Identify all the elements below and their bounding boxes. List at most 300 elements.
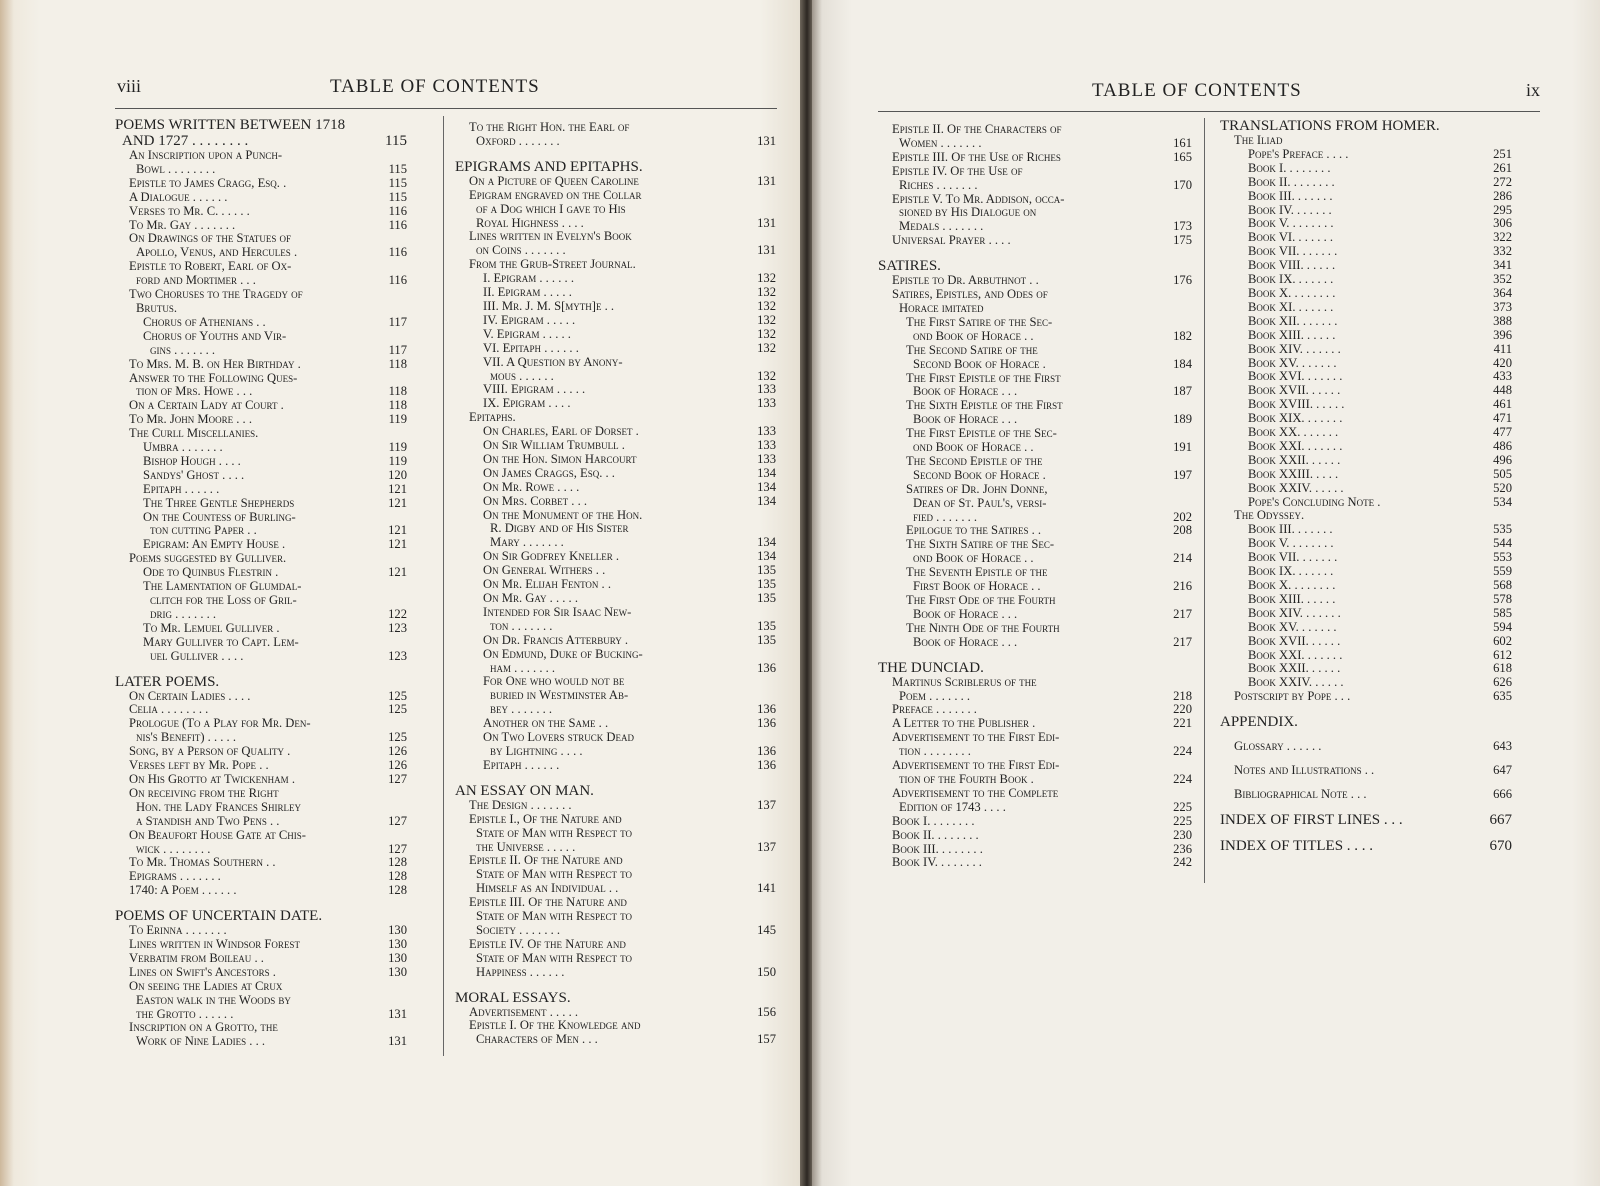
toc-page-number: 133 [757, 424, 776, 439]
toc-page-number: 121 [388, 537, 407, 552]
toc-page-number: 176 [1173, 273, 1192, 288]
toc-page-number: 118 [388, 384, 407, 399]
toc-entry [455, 731, 776, 745]
toc-entry-title: A Dialogue . . . . . . [129, 189, 228, 204]
toc-page-number: 373 [1493, 299, 1512, 314]
toc-page-number: 224 [1173, 744, 1192, 759]
toc-page-number: 471 [1493, 411, 1512, 426]
toc-entry [115, 622, 407, 636]
toc-page-number: 133 [757, 451, 776, 466]
section-gap [115, 664, 407, 674]
toc-entry [455, 383, 776, 397]
toc-entry-title: Epistle I. Of the Knowledge and [469, 1018, 641, 1033]
toc-entry [878, 358, 1192, 372]
toc-entry-title: Bishop Hough . . . . [143, 453, 241, 468]
toc-entry [878, 151, 1192, 165]
toc-entry [115, 413, 407, 427]
toc-page-number: 120 [388, 467, 407, 482]
toc-page-number: 272 [1493, 174, 1512, 189]
toc-entry-title: Epigram: An Empty House . [143, 537, 286, 552]
toc-entry [878, 690, 1192, 704]
toc-page-number: 118 [388, 356, 407, 371]
toc-entry [115, 856, 407, 870]
toc-page-number: 131 [757, 243, 776, 258]
toc-entry [115, 260, 407, 274]
toc-entry-title: Prologue (To a Play for Mr. Den- [129, 716, 311, 731]
toc-entry-title: a Standish and Two Pens . . [136, 813, 280, 828]
toc-page-number: 332 [1493, 244, 1512, 259]
toc-page-number: 202 [1173, 509, 1192, 524]
toc-entry-title: On Sir Godfrey Kneller . [483, 549, 620, 564]
toc-entry [455, 592, 776, 606]
toc-page-number: 123 [388, 620, 407, 635]
toc-entry-title: wick . . . . . . . . [136, 841, 211, 856]
left-running-header: TABLE OF CONTENTS [330, 76, 540, 97]
toc-entry-title: Book VII. . . . . . . [1248, 244, 1338, 259]
toc-page-number: 225 [1173, 799, 1192, 814]
toc-entry [1220, 635, 1512, 649]
toc-entry [115, 829, 407, 843]
toc-entry [455, 411, 776, 425]
toc-entry [878, 399, 1192, 413]
toc-entry [455, 745, 776, 759]
toc-entry-title: Book IX. . . . . . . [1248, 272, 1334, 287]
toc-entry [1220, 482, 1512, 496]
toc-entry-title: The Iliad [1234, 133, 1283, 147]
toc-entry-title: The Three Gentle Shepherds [143, 495, 295, 510]
toc-entry [878, 829, 1192, 843]
toc-entry [878, 302, 1192, 316]
toc-entry-title: On Mr. Rowe . . . . [483, 479, 580, 494]
toc-entry-title: tion of Mrs. Howe . . . [136, 384, 253, 399]
toc-entry-title: Book XIV. . . . . . . [1248, 605, 1341, 620]
toc-entry-title: INDEX OF TITLES . . . . [1220, 837, 1374, 854]
toc-entry-title: Riches . . . . . . . [899, 177, 978, 192]
toc-entry-title: The Curll Miscellanies. [129, 426, 259, 441]
toc-entry-title: Book XV. . . . . . . [1248, 619, 1337, 634]
toc-page-number: 433 [1493, 369, 1512, 384]
right-page-number: ix [1526, 80, 1541, 100]
toc-entry-title: On Charles, Earl of Dorset . [483, 424, 639, 439]
toc-entry [878, 427, 1192, 441]
toc-page-number: 116 [388, 203, 407, 218]
toc-entry [1220, 593, 1512, 607]
toc-entry [115, 483, 407, 497]
toc-entry-title: Book IX. . . . . . . [1248, 564, 1334, 579]
toc-entry-title: Mary . . . . . . . [490, 535, 564, 550]
toc-entry [455, 509, 776, 523]
toc-page-number: 220 [1173, 702, 1192, 717]
toc-entry-title: Book XXIII. . . . . [1248, 466, 1339, 481]
toc-entry-title: Work of Nine Ladies . . . [136, 1034, 266, 1049]
toc-page-number: 184 [1173, 356, 1192, 371]
left-header-rule [115, 108, 777, 109]
toc-entry-title: Advertisement to the Complete [892, 785, 1059, 800]
toc-entry [115, 801, 407, 815]
toc-entry-title: POEMS WRITTEN BETWEEN 1718 [115, 117, 346, 133]
toc-entry [1220, 690, 1512, 704]
toc-entry [878, 843, 1192, 857]
toc-entry [1220, 412, 1512, 426]
right-column-divider [1204, 118, 1205, 883]
toc-page-number: 134 [757, 479, 776, 494]
section-gap [1220, 802, 1512, 812]
toc-page-number: 131 [757, 133, 776, 148]
toc-entry-title: The First Satire of the Sec- [906, 314, 1053, 329]
toc-page-number: 461 [1493, 397, 1512, 412]
toc-entry-title: The Sixth Satire of the Sec- [906, 537, 1055, 552]
toc-entry-title: Epistle I., Of the Nature and [469, 811, 622, 826]
toc-entry-title: On Mr. Elijah Fenton . . [483, 577, 612, 592]
toc-page-number: 225 [1173, 813, 1192, 828]
toc-entry-title: mous . . . . . . [490, 368, 554, 383]
toc-entry [878, 636, 1192, 650]
toc-entry-title: bey . . . . . . . [490, 702, 553, 717]
toc-page-number: 117 [388, 314, 407, 329]
toc-page-number: 121 [388, 523, 407, 538]
toc-entry [455, 258, 776, 272]
toc-entry [115, 469, 407, 483]
toc-page-number: 165 [1173, 149, 1192, 164]
toc-entry-title: tion of the Fourth Book . [899, 771, 1034, 786]
toc-entry [115, 608, 407, 622]
toc-entry [455, 717, 776, 731]
toc-entry-title: Sandys' Ghost . . . . [143, 467, 245, 482]
toc-page-number: 585 [1493, 605, 1512, 620]
toc-entry [1220, 496, 1512, 510]
toc-page-number: 635 [1493, 689, 1512, 704]
toc-page-number: 135 [757, 577, 776, 592]
toc-page-number: 411 [1493, 341, 1512, 356]
toc-page-number: 137 [757, 797, 776, 812]
toc-entry [878, 123, 1192, 137]
toc-section-heading [1220, 118, 1512, 134]
toc-entry [455, 217, 776, 231]
toc-entry [1220, 440, 1512, 454]
toc-entry-title: the Grotto . . . . . . [136, 1006, 234, 1021]
toc-page-number: 121 [388, 565, 407, 580]
toc-entry [878, 455, 1192, 469]
toc-entry-title: Book of Horace . . . [913, 412, 1018, 427]
toc-entry-title: nis's Benefit) . . . . . [136, 730, 236, 745]
toc-entry [455, 564, 776, 578]
toc-section-heading [455, 990, 776, 1006]
toc-page-number: 626 [1493, 675, 1512, 690]
toc-entry [878, 759, 1192, 773]
toc-entry [1220, 523, 1512, 537]
toc-page-number: 286 [1493, 188, 1512, 203]
toc-entry [115, 427, 407, 441]
section-gap [878, 650, 1192, 660]
toc-entry-title: Lines written in Evelyn's Book [469, 229, 632, 244]
toc-page-number: 132 [757, 312, 776, 327]
toc-entry-title: The Lamentation of Glumdal- [143, 579, 302, 594]
toc-entry [115, 191, 407, 205]
toc-entry [455, 397, 776, 411]
toc-entry-title: On Mrs. Corbet . . . [483, 493, 588, 508]
toc-entry-title: Poem . . . . . . . [899, 688, 971, 703]
toc-entry-title: On Certain Ladies . . . . [129, 688, 251, 703]
toc-entry [115, 511, 407, 525]
toc-entry [1220, 649, 1512, 663]
toc-entry [1220, 621, 1512, 635]
toc-page-number: 175 [1173, 233, 1192, 248]
toc-section-heading [1220, 812, 1512, 828]
toc-entry [455, 286, 776, 300]
toc-entry-title: To Erinna . . . . . . . [129, 923, 227, 938]
toc-entry-title: Book VI. . . . . . . [1248, 230, 1334, 245]
toc-entry [455, 328, 776, 342]
toc-entry [878, 511, 1192, 525]
toc-page-number: 544 [1493, 536, 1512, 551]
toc-page-number: 306 [1493, 216, 1512, 231]
toc-page-number: 116 [388, 217, 407, 232]
toc-entry-title: Hon. the Lady Frances Shirley [136, 799, 302, 814]
toc-entry [1220, 343, 1512, 357]
toc-entry-title: Dean of St. Paul's, versi- [913, 495, 1047, 510]
toc-page-number: 157 [757, 1032, 776, 1047]
toc-page-number: 218 [1173, 688, 1192, 703]
toc-entry [115, 717, 407, 731]
toc-entry [455, 966, 776, 980]
toc-entry-title: Postscript by Pope . . . [1234, 689, 1351, 704]
toc-entry [1220, 287, 1512, 301]
toc-page-number: 130 [388, 937, 407, 952]
toc-page-number: 618 [1493, 661, 1512, 676]
left-column-divider [443, 116, 444, 1056]
toc-entry [1220, 740, 1512, 754]
toc-entry [455, 481, 776, 495]
toc-entry-title: The Second Epistle of the [906, 453, 1043, 468]
toc-entry-title: ond Book of Horace . . [913, 440, 1034, 455]
toc-entry [878, 801, 1192, 815]
toc-entry-title: On a Picture of Queen Caroline [469, 173, 639, 188]
toc-page-number: 364 [1493, 285, 1512, 300]
toc-entry [1220, 579, 1512, 593]
toc-entry [455, 882, 776, 896]
toc-entry-title: To Mr. John Moore . . . [129, 412, 252, 427]
toc-entry [455, 495, 776, 509]
toc-entry-title: Verbatim from Boileau . . [129, 950, 264, 965]
toc-page-number: 121 [388, 481, 407, 496]
toc-page-number: 121 [388, 495, 407, 510]
toc-entry-title: uel Gulliver . . . . [150, 648, 244, 663]
toc-entry-title: Book of Horace . . . [913, 634, 1018, 649]
toc-entry-title: On Sir William Trumbull . [483, 438, 625, 453]
toc-entry [455, 300, 776, 314]
toc-entry-title: Apollo, Venus, and Hercules . [136, 245, 298, 260]
toc-entry-title: Epigram engraved on the Collar [469, 187, 642, 202]
toc-entry [878, 676, 1192, 690]
toc-entry-title: The Sixth Epistle of the First [906, 398, 1063, 413]
toc-page-number: 322 [1493, 230, 1512, 245]
toc-entry [115, 938, 407, 952]
toc-entry-title: on Coins . . . . . . . [476, 243, 566, 258]
toc-entry [455, 662, 776, 676]
toc-entry [878, 469, 1192, 483]
toc-page-number: 161 [1173, 135, 1192, 150]
toc-entry [878, 274, 1192, 288]
toc-entry-title: On a Certain Lady at Court . [129, 398, 284, 413]
toc-entry [455, 550, 776, 564]
toc-entry [878, 608, 1192, 622]
toc-page-number: 486 [1493, 438, 1512, 453]
toc-entry [455, 370, 776, 384]
toc-page-number: 136 [757, 716, 776, 731]
toc-entry [115, 358, 407, 372]
toc-entry [115, 274, 407, 288]
toc-entry [455, 634, 776, 648]
toc-section-heading [455, 783, 776, 799]
toc-page-number: 187 [1173, 384, 1192, 399]
toc-entry-title: EPIGRAMS AND EPITAPHS. [455, 158, 643, 175]
toc-entry [878, 413, 1192, 427]
toc-page-number: 216 [1173, 579, 1192, 594]
section-gap [455, 149, 776, 159]
section-gap [455, 980, 776, 990]
toc-entry [115, 966, 407, 980]
toc-page-number: 214 [1173, 551, 1192, 566]
toc-entry-title: Book XVI. . . . . . . [1248, 369, 1343, 384]
toc-entry [1220, 426, 1512, 440]
toc-entry-title: A Letter to the Publisher . [892, 716, 1036, 731]
toc-entry [878, 773, 1192, 787]
section-gap [878, 248, 1192, 258]
toc-page-number: 420 [1493, 355, 1512, 370]
toc-entry-title: Book X. . . . . . . . [1248, 285, 1336, 300]
toc-entry-title: The First Epistle of the Sec- [906, 426, 1057, 441]
toc-entry-title: Pope's Concluding Note . [1248, 494, 1381, 509]
toc-entry-title: On Mr. Gay . . . . . [483, 591, 578, 605]
toc-entry [1220, 176, 1512, 190]
toc-page-number: 135 [757, 632, 776, 647]
toc-entry [455, 648, 776, 662]
left-column-1 [115, 117, 407, 1049]
toc-entry-title: Epistle II. Of the Nature and [469, 853, 623, 868]
toc-entry [1220, 190, 1512, 204]
toc-entry [455, 952, 776, 966]
toc-entry-title: Book XIV. . . . . . . [1248, 341, 1341, 356]
toc-entry-title: Epistle IV. Of the Use of [892, 163, 1023, 178]
toc-entry-title: ford and Mortimer . . . [136, 273, 256, 288]
toc-entry [878, 815, 1192, 829]
toc-entry-title: Lines written in Windsor Forest [129, 937, 300, 952]
toc-page-number: 578 [1493, 591, 1512, 606]
toc-entry-title: Ode to Quinbus Flestrin . [143, 565, 279, 580]
toc-entry-title: Verses left by Mr. Pope . . [129, 758, 269, 773]
toc-entry [115, 980, 407, 994]
toc-entry-title: IV. Epigram . . . . . [483, 312, 576, 327]
section-gap [1220, 828, 1512, 838]
toc-entry-title: On Two Lovers struck Dead [483, 730, 634, 745]
toc-entry-title: Advertisement to the First Edi- [892, 730, 1060, 745]
toc-page-number: 141 [757, 881, 776, 896]
toc-entry [1220, 676, 1512, 690]
toc-entry-title: Book X. . . . . . . . [1248, 578, 1336, 592]
toc-entry-title: Book IV. . . . . . . [1248, 202, 1332, 217]
toc-entry [1220, 398, 1512, 412]
toc-page-number: 115 [388, 175, 407, 190]
toc-page-number: 135 [757, 591, 776, 605]
toc-entry [115, 787, 407, 801]
toc-entry-title: Verses to Mr. C. . . . . . [129, 203, 250, 218]
toc-entry-title: The Second Satire of the [906, 342, 1038, 357]
toc-entry-title: Song, by a Person of Quality . [129, 744, 291, 759]
toc-entry-title: Satires of Dr. John Donne, [906, 481, 1048, 496]
toc-entry [115, 759, 407, 773]
toc-entry-title: Book XXII. . . . . . [1248, 661, 1341, 676]
toc-entry [115, 1021, 407, 1035]
toc-page-number: 130 [388, 923, 407, 938]
toc-entry-title: I. Epigram . . . . . . [483, 271, 574, 286]
toc-entry-title: Book XII. . . . . . . [1248, 313, 1338, 328]
toc-entry [1220, 509, 1512, 523]
toc-entry [455, 896, 776, 910]
toc-entry-title: Easton walk in the Woods by [136, 992, 291, 1007]
toc-page-number: 117 [388, 342, 407, 357]
toc-entry-title: Book XXII. . . . . . [1248, 452, 1341, 467]
toc-entry [455, 675, 776, 689]
toc-entry-title: Epistle V. To Mr. Addison, occa- [892, 191, 1065, 206]
toc-page-number: 118 [388, 398, 407, 413]
toc-entry [455, 356, 776, 370]
toc-page-number: 520 [1493, 480, 1512, 495]
toc-page-number: 122 [388, 606, 407, 621]
toc-entry-title: On General Withers . . [483, 563, 606, 578]
toc-entry-title: Epitaphs. [469, 410, 516, 425]
toc-entry [878, 193, 1192, 207]
toc-entry [115, 246, 407, 260]
toc-entry [115, 497, 407, 511]
toc-page-number: 131 [757, 173, 776, 188]
toc-entry [115, 372, 407, 386]
toc-entry [878, 538, 1192, 552]
toc-entry-title: III. Mr. J. M. S[myth]e . . [483, 298, 615, 313]
toc-entry [115, 330, 407, 344]
toc-page-number: 295 [1493, 202, 1512, 217]
toc-section-heading [455, 159, 776, 175]
right-running-header: TABLE OF CONTENTS [1092, 80, 1302, 101]
toc-entry-title: Book of Horace . . . [913, 606, 1018, 621]
toc-entry [878, 622, 1192, 636]
toc-entry [455, 467, 776, 481]
toc-entry [115, 538, 407, 552]
toc-section-heading [878, 258, 1192, 274]
toc-entry-title: To Mr. Lemuel Gulliver . [143, 620, 280, 635]
toc-entry [115, 843, 407, 857]
toc-entry [455, 703, 776, 717]
toc-page-number: 647 [1493, 763, 1512, 778]
toc-page-number: 131 [388, 1006, 407, 1021]
toc-entry-title: Preface . . . . . . . [892, 702, 977, 717]
toc-section-heading [1220, 838, 1512, 854]
toc-entry [455, 342, 776, 356]
toc-entry-title: Book XXI. . . . . . . [1248, 647, 1343, 662]
toc-entry [455, 439, 776, 453]
toc-page-number: 132 [757, 326, 776, 341]
toc-entry-title: IX. Epigram . . . . [483, 396, 571, 411]
toc-page-number: 150 [757, 964, 776, 979]
toc-entry [455, 522, 776, 536]
toc-page-number: 477 [1493, 425, 1512, 440]
toc-section-heading [1220, 714, 1512, 730]
toc-entry [115, 288, 407, 302]
toc-page-number: 127 [388, 841, 407, 856]
toc-entry-title: To Mrs. M. B. on Her Birthday . [129, 356, 301, 371]
right-column-1 [878, 123, 1192, 870]
toc-entry-title: MORAL ESSAYS. [455, 989, 571, 1006]
toc-page-number: 173 [1173, 219, 1192, 234]
